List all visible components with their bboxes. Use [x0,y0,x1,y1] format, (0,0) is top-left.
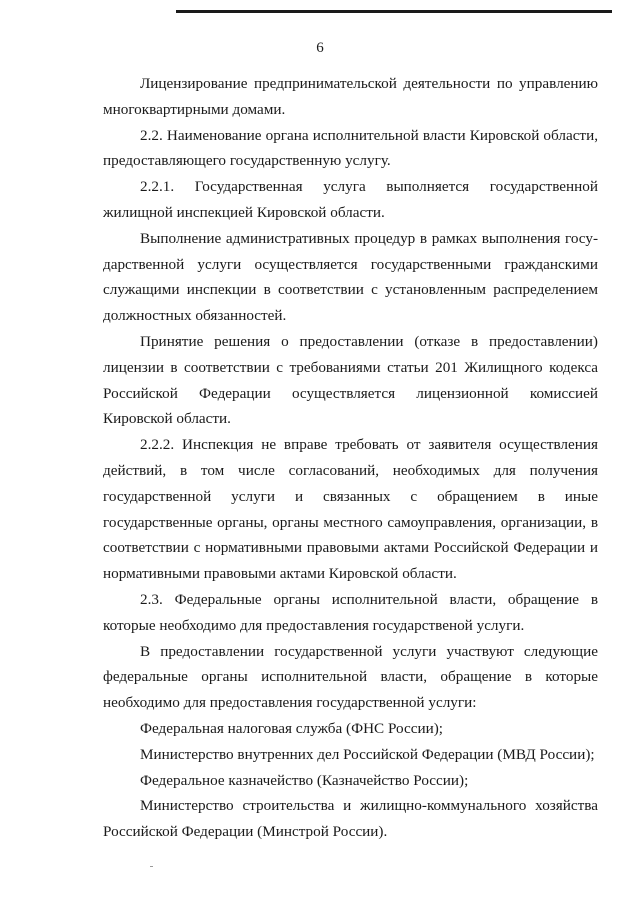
paragraph-license-decision: Принятие решения о предоставлении (отказе в предоставлении) лицензии в соответствии с требованиями статьи 201 Жилищного кодекса Российской Федерации осуществляется лицензионной комиссией Кировской области. [103,332,598,428]
paragraph-2-2: 2.2. Наименование органа исполнительной власти Кировской области, предоставляющего государственную услугу. [103,126,598,170]
paragraph-2-2-1: 2.2.1. Государственная услуга выполняется государственной жилищной инспекцией Кировской области. [103,178,598,221]
list-item-fns: Федеральная налоговая служба (ФНС России); [140,719,444,737]
paragraph-licensing-title: Лицензирование предпринимательской деятельности по управлению многоквартирными домами. [103,75,598,118]
paragraph-2-2-2: 2.2.2. Инспекция не вправе требовать от заявителя осуществления действий, в том числе согласований, необходимых для получения государственной услуги и связанных с обращением в иные государственные органы, органы местного самоуправления, организации, в соответствии с нормативными правовыми актами Российской Федерации и нормативными правовыми актами Кировской области. [103,436,598,583]
list-item-treasury: Федеральное казначейство (Казначейство России); [140,771,469,789]
scan-artifact [150,866,153,867]
header-rule [176,10,612,13]
paragraph-admin-procedures: Выполнение административных процедур в рамках выполнения государственной услуги осуществляется государственными гражданскими служащими инспекции в соответствии с установленным распределением должностных обязанностей. [103,229,598,325]
paragraph-2-3: 2.3. Федеральные органы исполнительной власти, обращение в которые необходимо для предоставления государственой услуги. [103,590,598,634]
page-number: 6 [316,40,324,56]
list-item-mvd: Министерство внутренних дел Российской Федерации (МВД России); [140,745,595,763]
paragraph-participants: В предоставлении государственной услуги участвуют следующие федеральные органы исполнительной власти, обращение в которые необходимо для предоставления государственной услуги: [103,642,598,712]
document-body [103,71,598,845]
list-item-minstroy: Министерство строительства и жилищно-коммунального хозяйства Российской Федерации (Минстрой России). [103,797,598,841]
